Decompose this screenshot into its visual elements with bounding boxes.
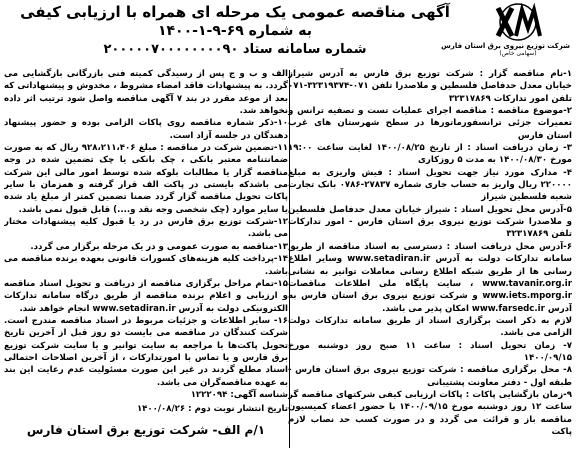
column-divider — [289, 70, 290, 448]
clause: ۷- زمان تحویل اسناد : ساعت ۱۱ صبح روز دوشنبه مورخ ۱۴۰۰/۰۹/۱۵ — [288, 340, 572, 363]
clause: ۱۰-ذکر شماره مناقصه روی پاکات الزامی بوده و حضور پیشنهاد دهندگان در جلسه آزاد است. — [4, 118, 288, 141]
clause: ۸- محل برگزاری مناقصه : شرکت توزیع نیروی برق استان فارس - طبقه اول - دفتر معاونت پشتیبانی — [288, 365, 572, 388]
notice-header — [0, 0, 576, 66]
clause: ۵-آدرس محل تحویل اسناد : شیراز خیابان معدل حدفاصل فلسطین و ملاصدرا شرکت توزیع نیروی برق استان فارس - امور تدارکات تلفن ۳۲۳۱۷۸۶۹ — [288, 204, 572, 240]
clause: ۱۵-تمام مراحل برگزاری مناقصه از دریافت و تحویل اسناد مناقصه و ارزیابی و اعلام برنده مناقصه از طریق درگاه سامانه تدارکات الکترونیکی دولت به آدرس www.setadiran.ir انجام خواهد شد. — [4, 278, 288, 314]
logo-company-name: شرکت توزیع نیروی برق استان فارس — [441, 42, 570, 50]
issuer-signature: ۱/م الف- شرکت توزیع برق استان فارس — [26, 422, 266, 437]
clause: ۲-موضوع مناقصه : مناقصه اجرای عملیات تست و تصفیه ترانس و تعمیرات جزئی ترانسفورماتورها در سطح شهرستان های غرب استان فارس — [288, 106, 572, 141]
clause: ۳- زمان دریافت اسناد : از تاریخ ۱۴۰۰/۰۸/۲۵ لغایت ساعت ۱۹:۰۰ مورخ ۱۴۰۰/۰۸/۳۰ به مدت ۵ روزکاری — [288, 143, 572, 166]
right-column — [288, 68, 572, 452]
company-logo — [441, 2, 570, 64]
notice-titles — [6, 2, 464, 59]
power-company-logo-icon — [492, 2, 544, 42]
tender-number: به شماره ۶۹-۹-۱-۱۴۰۰ — [157, 23, 313, 39]
clause: ۹-زمان بازگشایی پاکات : پاکات ارزیابی کیفی شرکتهای مناقصه گر ساعت ۱۲ روز دوشنبه مورخ ۱۴۰۰/۰۹/۱۵ با حضور اعضاء کمیسیون مناقصه باز و قرائت می گردد و در صورت کسب حد نصاب لازم پاکت — [288, 389, 572, 437]
clause: ۱۴-پرداخت کلیه هزینه‌های کسورات قانونی بعهده برنده مناقصه می باشد. — [4, 254, 288, 277]
clause: ۱۲-شرکت توزیع برق فارس در رد یا قبول کلیه پیشنهادات مختار می باشد. — [4, 217, 288, 240]
clause: ۱۶- سایر اطلاعات و جزئیات مربوط در اسناد مناقصه مندرج است. شرکت کنندگان در مناقصه می بایست دو روز قبل از آخرین تاریخ تحویل پاکت‌ها با مراجعه به سایت توانیر و یا سایت شرکت توزیع برق فارس و یا تماس با امورتدارکات ، از آخرین اصلاحات احتمالی اسناد مطلع گردند در غیر این صورت مسئولیت عدم رعایت این بند به عهده مناقصه‌گران می باشد. — [4, 315, 288, 388]
clause: ۱-نام مناقصه گزار : شرکت توزیع برق فارس به آدرس شیراز خیابان معدل حدفاصل فلسطین و ملاصدرا تلفن ۰۷۱-۳۲۳۱۹۳۷۴-۰۷۱ تلفن امور تدارکات ۳۲۳۱۷۸۶۹ — [288, 69, 572, 104]
clause: ۱۱-تضمین شرکت در مناقصه : مبلغ ۹۲۸،۲۱۱،۴۰۶ ریال که به صورت ضمانتنامه معتبر بانکی ، چک بانکی یا چک تضمین شده در وجه مناقصه گزار یا مطالبات بلوکه شده توسط امور مالی این شرکت می باشدکه بایستی در پاکت الف قرار گرفته و همزمان با سایر پاکات تحویل مناقصه گزار گردد ضمنا تضمین کمتر از مبلغ یاد شده یا سایر موارد (چک شخصی وجه نقد و....) قابل قبول نمی باشد. — [4, 143, 288, 215]
logo-company-type: (سهامی خاص) — [499, 50, 537, 57]
clause: ۶-آدرس محل دریافت اسناد : دسترسی به اسناد مناقصه از طریق سامانه تدارکات دولت به آدرس www.setadiran.ir وسایر اطلاع رسانی ها از طریق شبکه اطلاع رسانی معاملات توانیر به نشانی www.tavanir.org.ir ، سایت پایگاه ملی اطلاعات مناقصات www.iets.mporg.ir و شرکت توزیع نیروی برق استان فارس به آدرس www.farsedc.ir امکان پذیر می باشد. — [288, 241, 572, 314]
setad-system-number: شماره سامانه ستاد ۲۰۰۰۰۰۷۰۰۰۰۰۰۰۰۹۰ — [103, 42, 367, 57]
notice-id: شناسه آگهی: ۱۲۲۲۰۹۴ — [190, 389, 288, 400]
clause: ۱۳-مناقصه به صورت عمومی و در یک مرحله برگزار می گردد. — [30, 241, 288, 252]
clause: لازم به ذکر است برگزاری اسناد از طریق سامانه تدارکات دولت الزامی می باشد. — [288, 315, 572, 339]
notice-title: آگهی مناقصه عمومی یک مرحله ای همراه با ارزیابی کیفی — [20, 3, 450, 21]
clause: الف و ب و ج پس از رسیدگی کمیته فنی بازرگانی بازگشایی می گردد. به پیشنهادات فاقد امضاء مشروط ، مخدوش و پیشنهاداتی که بعد از موعد مقرر در بند ۷ آگهی مناقصه واصل شود ترتیب اثر داده نخواهد شد. — [4, 69, 288, 117]
publication-date: تاریخ انتشار نوبت دوم : ۱۴۰۰/۰۸/۲۶ — [136, 404, 288, 415]
left-column — [4, 68, 288, 452]
clause: ۴- مدارک مورد نیاز جهت تحویل اسناد : فیش واریزی به مبلغ ۲۲۰۰۰۰ ریال واریز به حساب جاری شماره ۲۷۸۳۷-۰۷۸۶ بانک تجارت شعبه فلسطین شیراز — [288, 167, 572, 203]
